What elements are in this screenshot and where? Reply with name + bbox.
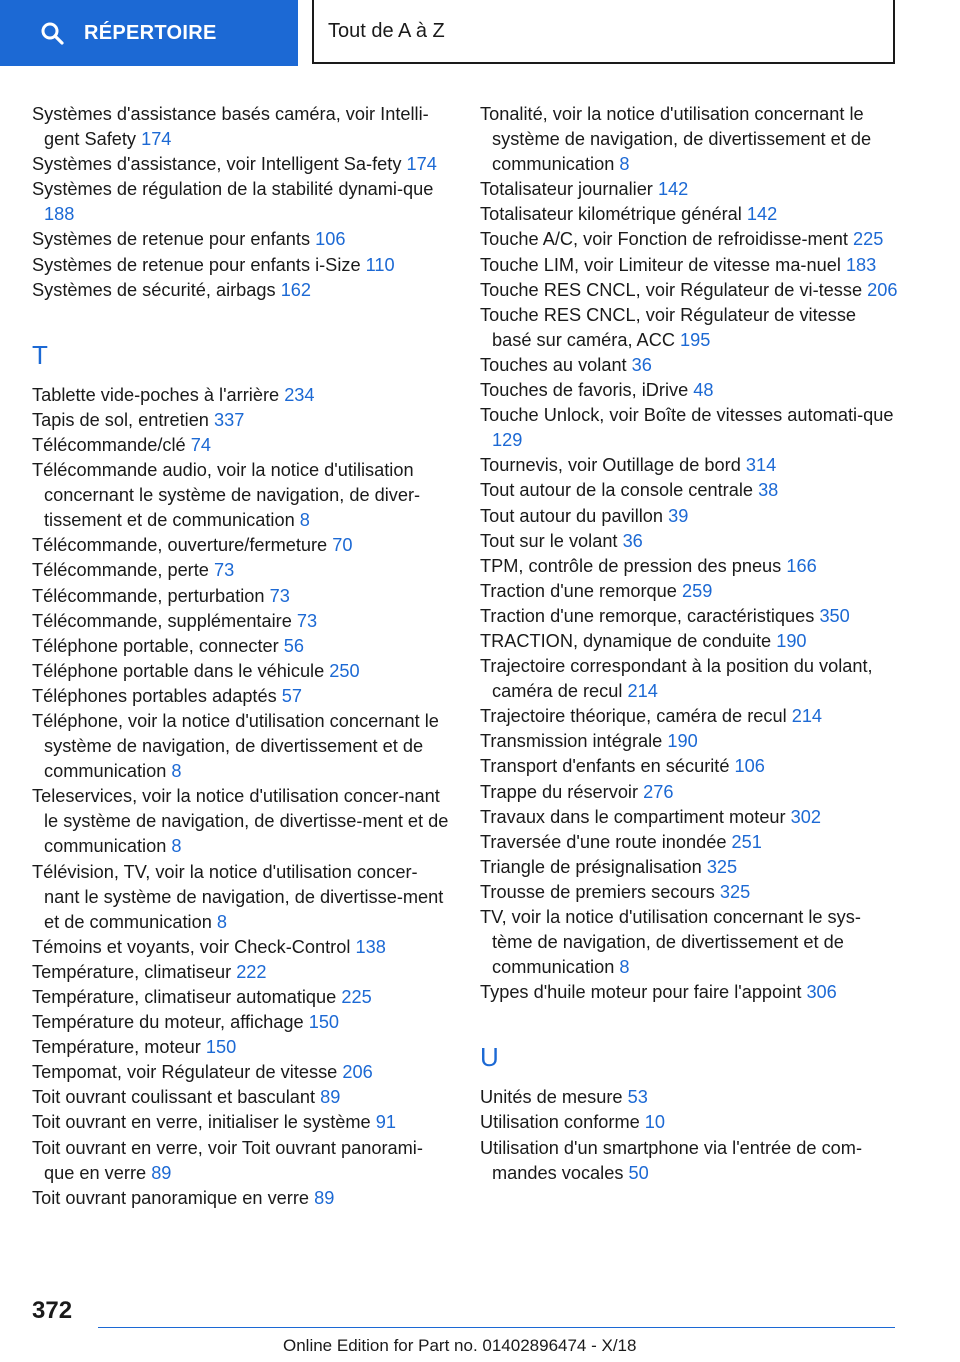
page-link[interactable]: 190 [776, 630, 807, 651]
entry-text: Totalisateur journalier [480, 179, 653, 200]
page-link[interactable]: 8 [216, 911, 228, 932]
index-entry [480, 102, 900, 177]
page-link[interactable]: 39 [668, 505, 689, 526]
page-link[interactable]: 214 [627, 681, 658, 702]
page-link[interactable]: 302 [790, 806, 822, 827]
entry-text: Trappe du réservoir [480, 781, 639, 802]
index-entry [32, 1060, 452, 1085]
page-link[interactable]: 183 [845, 254, 877, 275]
page-link[interactable]: 234 [284, 384, 315, 405]
index-entry [32, 1035, 452, 1060]
entry-text: Utilisation conforme [480, 1112, 640, 1133]
page-link[interactable]: 8 [171, 761, 182, 782]
entry-text: Toit ouvrant en verre, initialiser le système [32, 1112, 371, 1133]
index-column-right [480, 102, 900, 1186]
entry-text: Utilisation d'un smartphone via l'entrée de com‐mandes vocales [480, 1137, 862, 1183]
page-link[interactable]: 174 [406, 154, 437, 175]
page-link[interactable]: 73 [296, 610, 318, 631]
index-entry [480, 880, 900, 905]
index-entry [32, 1186, 452, 1211]
index-entry [32, 659, 452, 684]
index-entry [32, 458, 452, 533]
page-link[interactable]: 110 [365, 254, 395, 275]
page-link[interactable]: 206 [342, 1062, 373, 1083]
index-entry [480, 177, 900, 202]
page-link[interactable]: 89 [151, 1162, 172, 1183]
page-link[interactable]: 73 [213, 560, 235, 581]
index-entry [480, 353, 900, 378]
index-entry [480, 378, 900, 403]
page-link[interactable]: 162 [280, 279, 312, 300]
entry-text: Tout sur le volant [480, 530, 618, 551]
entry-text: Tout autour de la console centrale [480, 480, 753, 501]
entry-text: Trajectoire théorique, caméra de recul [480, 706, 787, 727]
entry-text: Téléphone, voir la notice d'utilisation concernant le système de navigation, de divertissement et de communication [32, 710, 439, 782]
index-entry [480, 202, 900, 227]
entry-text: Systèmes de sécurité, airbags [32, 279, 276, 300]
index-entry [480, 729, 900, 754]
entry-text: Téléphone portable, connecter [32, 635, 279, 656]
entry-text: Tournevis, voir Outillage de bord [480, 455, 741, 476]
index-entry [32, 253, 452, 278]
index-entry [32, 1110, 452, 1135]
entry-text: Téléphones portables adaptés [32, 685, 277, 706]
page-link[interactable]: 174 [141, 129, 172, 150]
page-link[interactable]: 214 [791, 706, 823, 727]
page-link[interactable]: 57 [281, 685, 302, 706]
entry-text: Transport d'enfants en sécurité [480, 756, 730, 777]
index-entry [32, 935, 452, 960]
entry-text: Touche RES CNCL, voir Régulateur de vi‐tesse [480, 279, 863, 300]
index-entry [32, 584, 452, 609]
page-link[interactable]: 142 [746, 204, 778, 225]
index-entry [480, 1085, 900, 1110]
page-link[interactable]: 166 [786, 555, 817, 576]
page-link[interactable]: 306 [806, 982, 837, 1003]
directory-button[interactable] [0, 0, 298, 66]
search-icon [40, 21, 64, 45]
page-link[interactable]: 350 [819, 605, 850, 626]
entry-text: Touche RES CNCL, voir Régulateur de vitesse basé sur caméra, ACC [480, 304, 857, 350]
page-link[interactable]: 36 [622, 530, 643, 551]
page-link[interactable]: 251 [731, 831, 762, 852]
page-link[interactable]: 129 [492, 430, 523, 451]
page-link[interactable]: 38 [758, 480, 779, 501]
index-entry [480, 579, 900, 604]
index-entry [480, 303, 900, 353]
entry-text: Tapis de sol, entretien [32, 409, 209, 430]
index-entry [32, 709, 452, 784]
page-link[interactable]: 337 [214, 409, 245, 430]
entry-text: Touches au volant [480, 354, 627, 375]
index-entry [32, 177, 452, 227]
index-entry [480, 830, 900, 855]
entry-text: Touche Unlock, voir Boîte de vitesses automati‐que [480, 405, 894, 426]
tab-a-to-z[interactable] [312, 0, 895, 64]
page-number: 372 [32, 1297, 73, 1324]
page-link[interactable]: 195 [680, 329, 711, 350]
index-entry [480, 629, 900, 654]
edition-text: Online Edition for Part no. 01402896474 - X/18 [283, 1336, 637, 1355]
index-entry [32, 408, 452, 433]
index-entry [480, 654, 900, 704]
entry-text: Systèmes de retenue pour enfants [32, 229, 311, 250]
index-entry [32, 227, 452, 252]
entry-text: Toit ouvrant coulissant et basculant [32, 1087, 316, 1108]
section-letter: U [480, 1042, 499, 1073]
entry-text: Types d'huile moteur pour faire l'appoint [480, 982, 802, 1003]
index-entry [32, 684, 452, 709]
index-entry [32, 278, 452, 303]
index-entry [32, 533, 452, 558]
index-entry [480, 227, 900, 252]
entry-text: Toit ouvrant panoramique en verre [32, 1187, 310, 1208]
page-link[interactable]: 106 [315, 229, 346, 250]
page-link[interactable]: 325 [706, 856, 738, 877]
index-entry [480, 855, 900, 880]
page-link[interactable]: 150 [308, 1012, 340, 1033]
entry-text: Traction d'une remorque [480, 580, 677, 601]
index-entry [32, 985, 452, 1010]
index-entry [480, 478, 900, 503]
index-entry [32, 1085, 452, 1110]
entry-text: Touche LIM, voir Limiteur de vitesse ma‐nuel [480, 254, 841, 275]
index-entry [32, 558, 452, 583]
entry-text: Traction d'une remorque, caractéristiques [480, 605, 815, 626]
index-entry [480, 453, 900, 478]
index-entry [32, 433, 452, 458]
entry-text: Trajectoire correspondant à la position du volant, caméra de recul [480, 656, 873, 702]
entry-text: Télécommande, perte [32, 560, 209, 581]
entry-text: Teleservices, voir la notice d'utilisation concer‐nant le système de navigation, de divertisse‐ment et de communication [32, 786, 449, 857]
page-link[interactable]: 314 [745, 455, 777, 476]
entry-text: Témoins et voyants, voir Check-Control [32, 936, 351, 957]
page-link[interactable]: 73 [269, 585, 290, 606]
index-entry [32, 1010, 452, 1035]
page-link[interactable]: 138 [355, 936, 386, 957]
page-link[interactable]: 10 [644, 1112, 666, 1133]
index-entry [480, 403, 900, 453]
entry-text: Tempomat, voir Régulateur de vitesse [32, 1062, 338, 1083]
entry-text: Touche A/C, voir Fonction de refroidisse‐ment [480, 229, 848, 250]
entry-text: Téléphone portable dans le véhicule [32, 660, 325, 681]
page-link[interactable]: 8 [619, 154, 630, 175]
index-entry [32, 1136, 452, 1186]
entry-text: Systèmes d'assistance, voir Intelligent Sa‐fety [32, 154, 402, 175]
entry-text: Télévision, TV, voir la notice d'utilisation concer‐nant le système de navigation, de divertisse‐ment et de communication [32, 861, 444, 932]
index-entry [480, 980, 900, 1005]
page-link[interactable]: 150 [205, 1037, 237, 1058]
footer-edition [283, 1336, 913, 1356]
page-link[interactable]: 53 [627, 1087, 648, 1108]
entry-text: Tonalité, voir la notice d'utilisation concernant le système de navigation, de divertissement et de communication [480, 104, 872, 175]
index-entry [32, 609, 452, 634]
page-link[interactable]: 142 [657, 179, 689, 200]
entry-text: Totalisateur kilométrique général [480, 204, 742, 225]
index-entry [480, 604, 900, 629]
tab-label: Tout de A à Z [328, 19, 445, 42]
entry-text: TRACTION, dynamique de conduite [480, 630, 772, 651]
entry-text: Transmission intégrale [480, 731, 663, 752]
directory-label: RÉPERTOIRE [84, 21, 217, 44]
entry-text: Systèmes de régulation de la stabilité dynami‐que [32, 179, 434, 200]
index-entry [480, 253, 900, 278]
page-link[interactable]: 8 [619, 957, 630, 978]
index-entry [32, 784, 452, 859]
entry-text: Traversée d'une route inondée [480, 831, 727, 852]
page-link[interactable]: 188 [44, 204, 75, 225]
entry-text: Triangle de présignalisation [480, 856, 702, 877]
page-link[interactable]: 225 [853, 229, 884, 250]
entry-text: Systèmes d'assistance basés caméra, voir Intelli‐gent Safety [32, 104, 429, 150]
page-link[interactable]: 91 [375, 1112, 396, 1133]
index-entry [480, 780, 900, 805]
entry-text: Température du moteur, affichage [32, 1012, 304, 1033]
page-link[interactable]: 8 [171, 836, 182, 857]
index-entry [32, 383, 452, 408]
page-link[interactable]: 48 [693, 380, 714, 401]
entry-text: Touches de favoris, iDrive [480, 380, 689, 401]
footer-divider [98, 1327, 895, 1328]
page-link[interactable]: 259 [681, 580, 713, 601]
entry-text: Toit ouvrant en verre, voir Toit ouvrant panorami‐que en verre [32, 1137, 423, 1183]
entry-text: Télécommande, perturbation [32, 585, 265, 606]
page-link[interactable]: 106 [734, 756, 765, 777]
page-link[interactable]: 250 [329, 660, 360, 681]
page-link[interactable]: 56 [283, 635, 305, 656]
entry-text: TV, voir la notice d'utilisation concernant le sys‐tème de navigation, de divertissement et de communication [480, 907, 861, 978]
index-entry [32, 102, 452, 152]
entry-text: Température, climatiseur [32, 961, 232, 982]
entry-text: Unités de mesure [480, 1087, 623, 1108]
entry-text: Télécommande audio, voir la notice d'utilisation concernant le système de navigation, de diver‐tissement et de communication [32, 460, 421, 531]
entry-text: Travaux dans le compartiment moteur [480, 806, 786, 827]
index-entry [32, 960, 452, 985]
index-entry [480, 704, 900, 729]
page-link[interactable]: 89 [314, 1187, 335, 1208]
index-entry [32, 634, 452, 659]
entry-text: Trousse de premiers secours [480, 881, 715, 902]
entry-text: Télécommande/clé [32, 434, 186, 455]
page-link[interactable]: 70 [332, 535, 353, 556]
entry-text: Tout autour du pavillon [480, 505, 664, 526]
index-entry [480, 1110, 900, 1135]
entry-text: Température, climatiseur automatique [32, 987, 337, 1007]
page-link[interactable]: 325 [719, 881, 751, 902]
page-link[interactable]: 36 [631, 354, 652, 375]
page-link[interactable]: 190 [667, 731, 698, 752]
index-entry [480, 805, 900, 830]
index-entry [480, 529, 900, 554]
page-link[interactable]: 222 [236, 961, 267, 982]
index-column-left [32, 102, 452, 1211]
entry-text: Température, moteur [32, 1037, 201, 1058]
page-link[interactable]: 50 [628, 1162, 649, 1183]
page-link[interactable]: 74 [190, 434, 211, 455]
entry-text: Télécommande, ouverture/fermeture [32, 535, 328, 556]
index-entry [32, 152, 452, 177]
index-entry [480, 1136, 900, 1186]
page-link[interactable]: 276 [643, 781, 674, 802]
index-entry [32, 860, 452, 935]
index-entry [480, 754, 900, 779]
page-link[interactable]: 206 [867, 279, 898, 300]
entry-text: TPM, contrôle de pression des pneus [480, 555, 782, 576]
index-entry [480, 278, 900, 303]
top-bar [0, 0, 960, 68]
entry-text: Systèmes de retenue pour enfants i-Size [32, 254, 361, 275]
entry-text: Tablette vide-poches à l'arrière [32, 384, 280, 405]
section-letter: T [32, 339, 48, 370]
page-link[interactable]: 89 [320, 1087, 341, 1108]
page-link[interactable]: 8 [299, 510, 310, 531]
index-entry [480, 905, 900, 980]
index-entry [480, 554, 900, 579]
index-entry [480, 504, 900, 529]
entry-text: Télécommande, supplémentaire [32, 610, 292, 631]
page-link[interactable]: 225 [341, 987, 372, 1007]
